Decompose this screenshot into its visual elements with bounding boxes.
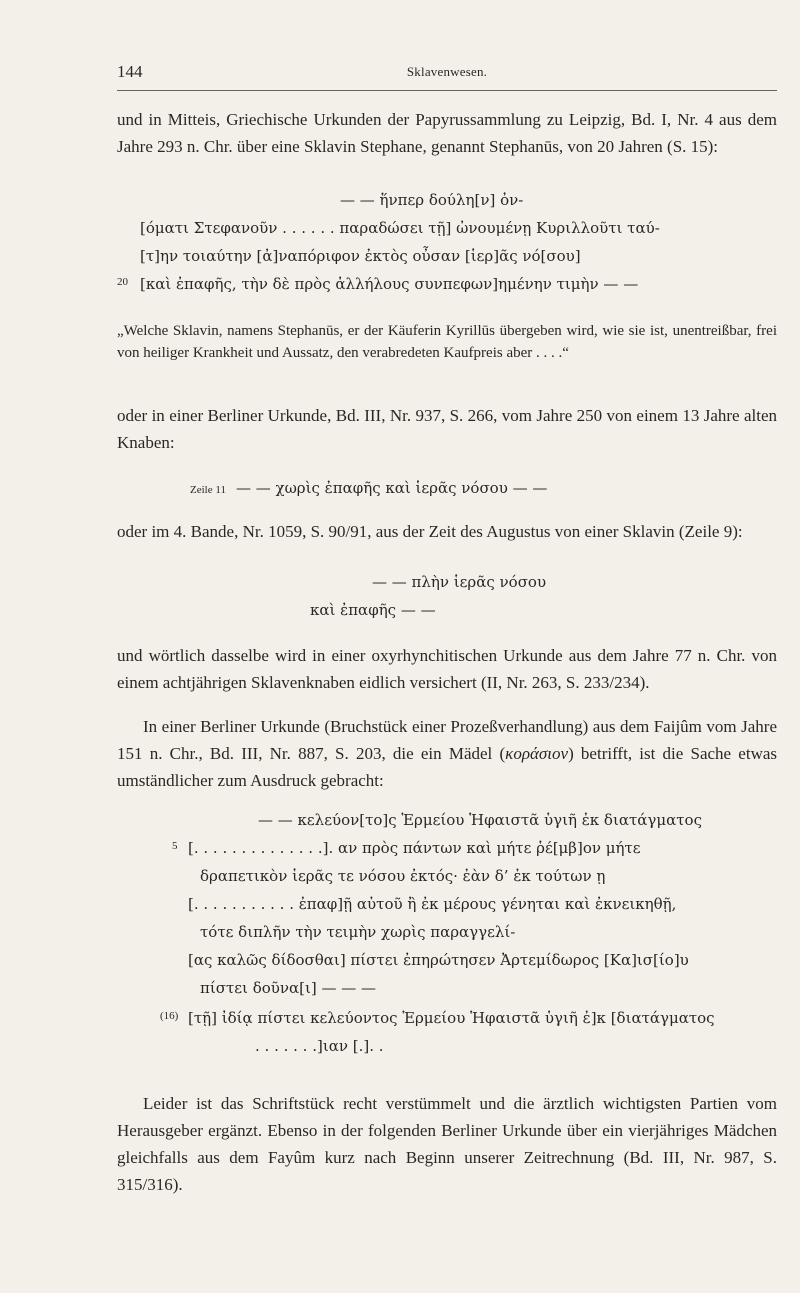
paragraph-band-4: oder im 4. Bande, Nr. 1059, S. 90/91, aus der Zeit des Augustus von einer Sklavin (Zeile 9): [117, 522, 743, 541]
greek-band4-line-1: — — πλὴν ἱερᾶς νόσου [372, 573, 547, 591]
greek-887-line-9: . . . . . . .]ιαν [.]. . [255, 1037, 384, 1055]
zeile-label: Zeile 11 [190, 484, 226, 496]
running-head: Sklavenwesen. [406, 64, 488, 79]
paragraph-conclusion: Leider ist das Schriftstück recht verstümmelt und die ärztlich wichtigsten Partien vom Herausgeber ergänzt. Ebenso in der folgenden Berliner Urkunde über ein vierjähriges Mädchen gleichfalls aus dem Fayûm kurz nach Beginn unserer Zeitrechnung (Bd. III, Nr. 987, S. 315/316). [117, 1094, 777, 1194]
greek-zeile-11-text: — — χωρὶς ἐπαφῆς καὶ ἱερᾶς νόσου — — [235, 479, 548, 497]
greek-887-line-1: — — κελεύον[το]ς Ἑρμείου Ἡφαιστᾶ ὑγιῆ ἐκ διατάγματος [258, 811, 702, 829]
paragraph-berlin-937: oder in einer Berliner Urkunde, Bd. III, Nr. 937, S. 266, vom Jahre 250 von einem 13 Jahre alten Knaben: [117, 406, 777, 452]
greek-887-line-5: τότε διπλῆν τὴν τειμὴν χωρὶς παραγγελί- [200, 923, 516, 941]
greek-line-3: [τ]ην τοιαύτην [ἀ]ναπόριφον ἐκτὸς οὖσαν [ἱερ]ᾶς νό[σου] [140, 247, 581, 265]
greek-band4-line-2: καὶ ἐπαφῆς — — [310, 601, 436, 619]
greek-887-line-2: [. . . . . . . . . . . . . .]. αν πρὸς πάντων καὶ μήτε ῥέ[μβ]ον μήτε [188, 839, 641, 857]
line-number-5: 5 [172, 840, 178, 852]
greek-887-line-6: [ας καλῶς δίδοσθαι] πίστει ἐπηρώτησεν Ἀρτεμίδωρος [Κα]ισ[ίο]υ [188, 951, 689, 969]
line-number-16: (16) [160, 1010, 179, 1022]
greek-line-1: — — ἥνπερ δούλη[ν] ὀν- [340, 191, 524, 209]
greek-term-korasion: κοράσιον [505, 744, 569, 763]
greek-887-line-3: δραπετικὸν ἱερᾶς τε νόσου ἐκτός· ἐὰν δ’ ἐκ τούτων ῃ [200, 867, 606, 885]
paragraph-berlin-887-part2: ) betrifft, ist die Sache etwas umständlicher zum Ausdruck gebracht: [117, 744, 778, 790]
greek-line-4: [καὶ ἐπαφῆς, τὴν δὲ πρὸς ἀλλήλους συνπεφων]ημένην τιμὴν — — [140, 275, 639, 293]
greek-line-2: [όματι Στεφανοῦν . . . . . . παραδώσει τῇ] ὠνουμένῃ Κυριλλοῦτι ταύ- [140, 219, 660, 237]
greek-887-line-4: [. . . . . . . . . . . ἐπαφ]ῇ αὐτοῦ ἢ ἐκ μέρους γένηται καὶ ἐκνεικηθῇ, [188, 895, 677, 913]
paragraph-intro: und in Mitteis, Griechische Urkunden der Papyrussammlung zu Leipzig, Bd. I, Nr. 4 aus dem Jahre 293 n. Chr. über eine Sklavin Stephane, genannt Stephanūs, von 20 Jahren (S. 15): [117, 110, 777, 156]
paragraph-oxyrhynchus: und wörtlich dasselbe wird in einer oxyrhynchitischen Urkunde aus dem Jahre 77 n. Chr. von einem achtjährigen Sklavenknaben eidlich versichert (II, Nr. 263, S. 233/234). [117, 646, 777, 692]
paragraph-berlin-887-part1: In einer Berliner Urkunde (Bruchstück einer Prozeßverhandlung) aus dem Faijûm vom Jahre 151 n. Chr., Bd. III, Nr. 887, S. 203, die ein Mädel ( [117, 717, 777, 763]
greek-887-line-8: [τῇ] ἰδίᾳ πίστει κελεύοντος Ἑρμείου Ἡφαιστᾶ ὑγιῆ ἐ]κ [διατάγματος [188, 1009, 715, 1027]
line-number-20: 20 [117, 276, 128, 288]
page-number: 144 [117, 62, 143, 81]
greek-zeile-11 [190, 474, 547, 504]
translation-quote: „Welche Sklavin, namens Stephanūs, er der Käuferin Kyrillūs übergeben wird, wie sie ist, unentreißbar, frei von heiliger Krankheit und Aussatz, den verabredeten Kaufpreis aber . . . .“ [117, 323, 777, 361]
greek-887-line-7: πίστει δοῦνα[ι] — — — [200, 979, 377, 997]
paragraph-berlin-887 [117, 713, 777, 794]
page-header [117, 60, 777, 91]
